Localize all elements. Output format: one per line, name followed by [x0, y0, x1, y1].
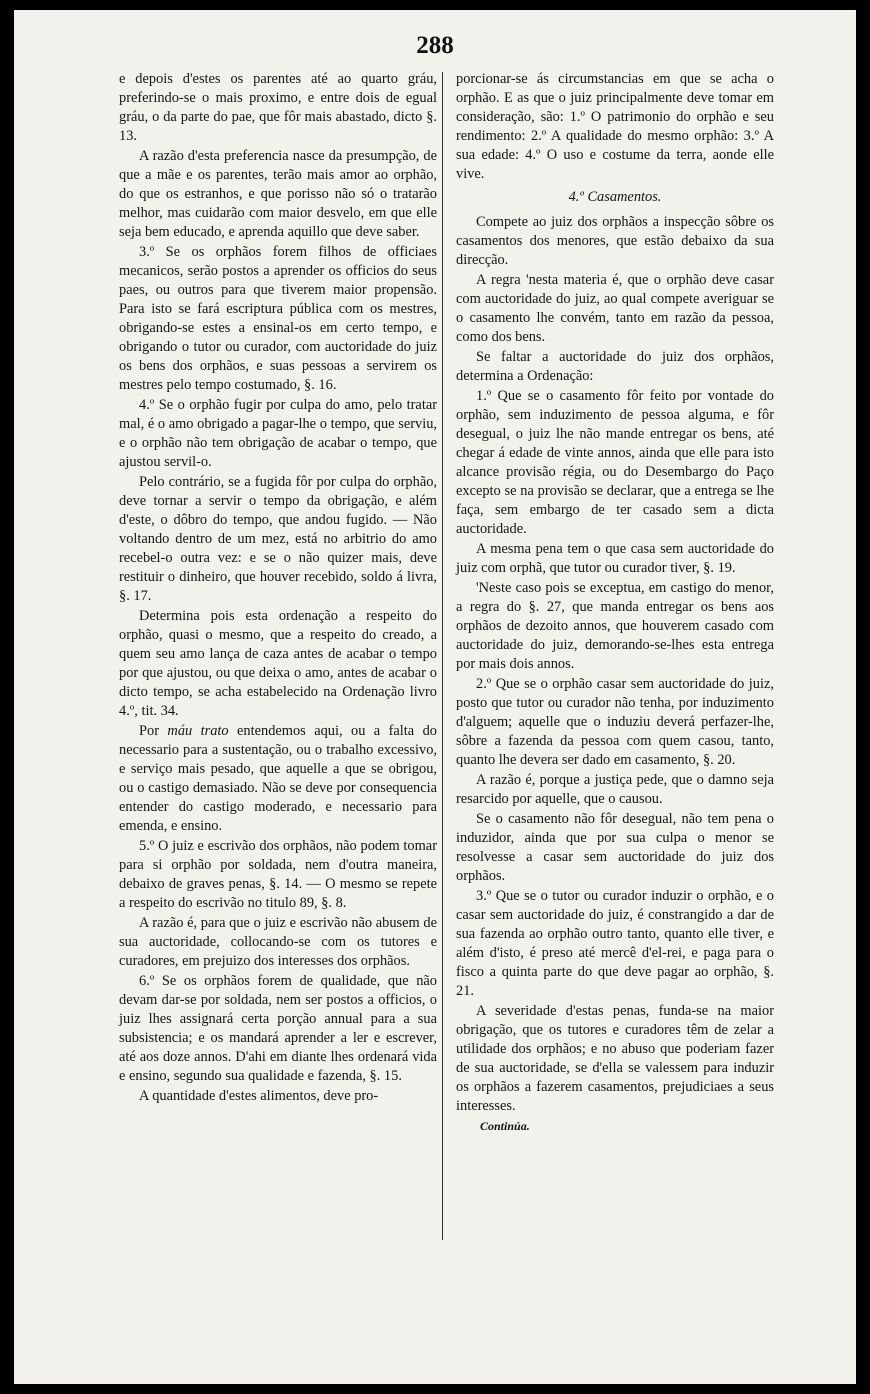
paragraph: A regra 'nesta materia é, que o orphão deve casar com auctoridade do juiz, ao qual compete averiguar se o casamento lhe convém, tanto em razão da pessoa, como dos bens. — [456, 272, 774, 345]
paragraph: 1.º Que se o casamento fôr feito por vontade do orphão, sem induzimento de pessoa alguma, e fôr desegual, o juiz lhe não mande entregar os bens, até chegar á edade de vinte annos, ainda que elle para isto alcance provisão régia, ou do Desembargo do Paço excepto se na provisão se declarar, que a entrega se lhe faça, sem embargo de ter casado sem a dicta auctoridade. — [456, 388, 774, 537]
italic-term: máu trato — [167, 723, 229, 739]
paragraph-text: Por — [139, 723, 168, 739]
paragraph: A mesma pena tem o que casa sem auctoridade do juiz com orphã, que tutor ou curador tiver, §. 19. — [456, 541, 774, 576]
paragraph: A razão é, para que o juiz e escrivão não abusem de sua auctoridade, collocando-se com os tutores e curadores, em prejuizo dos interesses dos orphãos. — [119, 915, 437, 969]
paragraph: 3.º Que se o tutor ou curador induzir o orphão, e o casar sem auctoridade do juiz, é constrangido a dar de sua fazenda ao orphão outro tanto, quanto elle tiver, e além d'isto, é preso até mercê d'el-rei, e paga para o fisco a quinta parte do que deve pagar ao orphão, §. 21. — [456, 888, 774, 999]
paragraph: porcionar-se ás circumstancias em que se acha o orphão. E as que o juiz principalmente deve tomar em consideração, são: 1.º O patrimonio do orphão e seu rendimento: 2.º A qualidade do mesmo orphão: 3.º A sua edade: 4.º O uso e costume da terra, aonde elle vive. — [456, 71, 774, 182]
paragraph: 5.º O juiz e escrivão dos orphãos, não podem tomar para si orphão por soldada, nem d'outra maneira, debaixo de graves penas, §. 14. — O mesmo se repete a respeito do escrivão no titulo 89, §. 8. — [119, 838, 437, 911]
paragraph: 'Neste caso pois se exceptua, em castigo do menor, a regra do §. 27, que manda entregar os bens aos orphãos de dezoito annos, que houverem casado com auctoridade do juiz, demorando-se-lhes esta entrega por mais dois annos. — [456, 580, 774, 672]
paragraph: 6.º Se os orphãos forem de qualidade, que não devam dar-se por soldada, nem ser postos a officios, o juiz lhes assignará certa porção annual para a sua subsistencia; e os mandará aprender a ler e escrever, até aos doze annos. D'ahi em diante lhes ordenará vida e ensino, segundo sua qualidade e fazenda, §. 15. — [119, 973, 437, 1084]
paragraph-text: entendemos aqui, ou a falta do necessario para a sustentação, ou o trabalho excessivo, e serviço mais pesado, que aquelle a que se obrigou, ou o castigo demasiado. Não se deve por consequencia entender do castigo moderado, e necessario para emenda, e ensino. — [119, 723, 437, 834]
paragraph: 4.º Se o orphão fugir por culpa do amo, pelo tratar mal, é o amo obrigado a pagar-lhe o tempo, que serviu, e o orphão não tem obrigação de acabar o tempo, que ajustou servil-o. — [119, 397, 437, 470]
document-page — [14, 10, 856, 1384]
column-divider — [442, 72, 443, 1240]
section-heading: 4.º Casamentos. — [568, 189, 662, 205]
paragraph: 2.º Que se o orphão casar sem auctoridade do juiz, posto que tutor ou curador não tenha, por induzimento d'alguem; aquelle que o induziu deverá perfazer-lhe, sôbre a fazenda da pessoa com quem casou, tanto, quanto lhe devera ser dado em casamento, §. 20. — [456, 676, 774, 768]
paragraph: Pelo contrário, se a fugida fôr por culpa do orphão, deve tornar a servir o tempo da obrigação, e além d'este, o dôbro do tempo, que andou fugido. — Não voltando dentro de um mez, está no arbitrio do amo recebel-o outra vez: e se o não quizer mais, deve restituir o dinheiro, que houver recebido, soldo á livra, §. 17. — [119, 474, 437, 604]
paragraph: A quantidade d'estes alimentos, deve pro- — [139, 1088, 379, 1104]
paragraph: A razão é, porque a justiça pede, que o damno seja resarcido por aquelle, que o causou. — [456, 772, 774, 807]
continua-note: Continúa. — [480, 1119, 530, 1133]
paragraph: Se faltar a auctoridade do juiz dos orphãos, determina a Ordenação: — [456, 349, 774, 384]
paragraph — [119, 722, 437, 836]
paragraph: Se o casamento não fôr desegual, não tem pena o induzidor, ainda que por sua culpa o menor se resolvesse a casar sem auctoridade do juiz dos orphãos. — [456, 811, 774, 884]
paragraph: A razão d'esta preferencia nasce da presumpção, de que a mãe e os parentes, terão mais amor ao orphão, do que os estranhos, e que porisso não só o tratarão melhor, mas cuidarão com maior desvelo, em que elle seja bem educado, e aprenda aquillo que deve saber. — [119, 148, 437, 240]
paragraph: Compete ao juiz dos orphãos a inspecção sôbre os casamentos dos menores, que estão debaixo da sua direcção. — [456, 214, 774, 268]
paragraph: Determina pois esta ordenação a respeito do orphão, quasi o mesmo, que a respeito do creado, a quem seu amo lança de caza antes de acabar o tempo por que ajustou, ou que deixa o amo, antes de acabar o dicto tempo, se acha estabelecido na Ordenação livro 4.º, tit. 34. — [119, 608, 437, 719]
paragraph: e depois d'estes os parentes até ao quarto gráu, preferindo-se o mais proximo, e entre dois de egual gráu, o da parte do pae, que fôr mais abastado, dicto §. 13. — [119, 71, 437, 144]
left-column — [119, 70, 437, 1107]
right-column — [456, 70, 774, 1137]
paragraph: 3.º Se os orphãos forem filhos de officiaes mecanicos, serão postos a aprender os officios do seus paes, ou outros para que tiverem maior propensão. Para isto se fará escriptura pública com os mestres, obrigando-se estes a ensinal-os em certo tempo, e obrigando o tutor ou curador, com auctoridade do juiz os bens dos orphãos, e suas pessoas a servirem os mestres pelo tempo costumado, §. 16. — [119, 244, 437, 393]
page-number: 288 — [416, 32, 454, 59]
paragraph: A severidade d'estas penas, funda-se na maior obrigação, que os tutores e curadores têm de zelar a utilidade dos orphãos; e no abuso que poderiam fazer de sua auctoridade, se d'ella se valessem para induzir os orphãos a fazerem casamentos, prejudiciaes a seus interesses. — [456, 1003, 774, 1114]
